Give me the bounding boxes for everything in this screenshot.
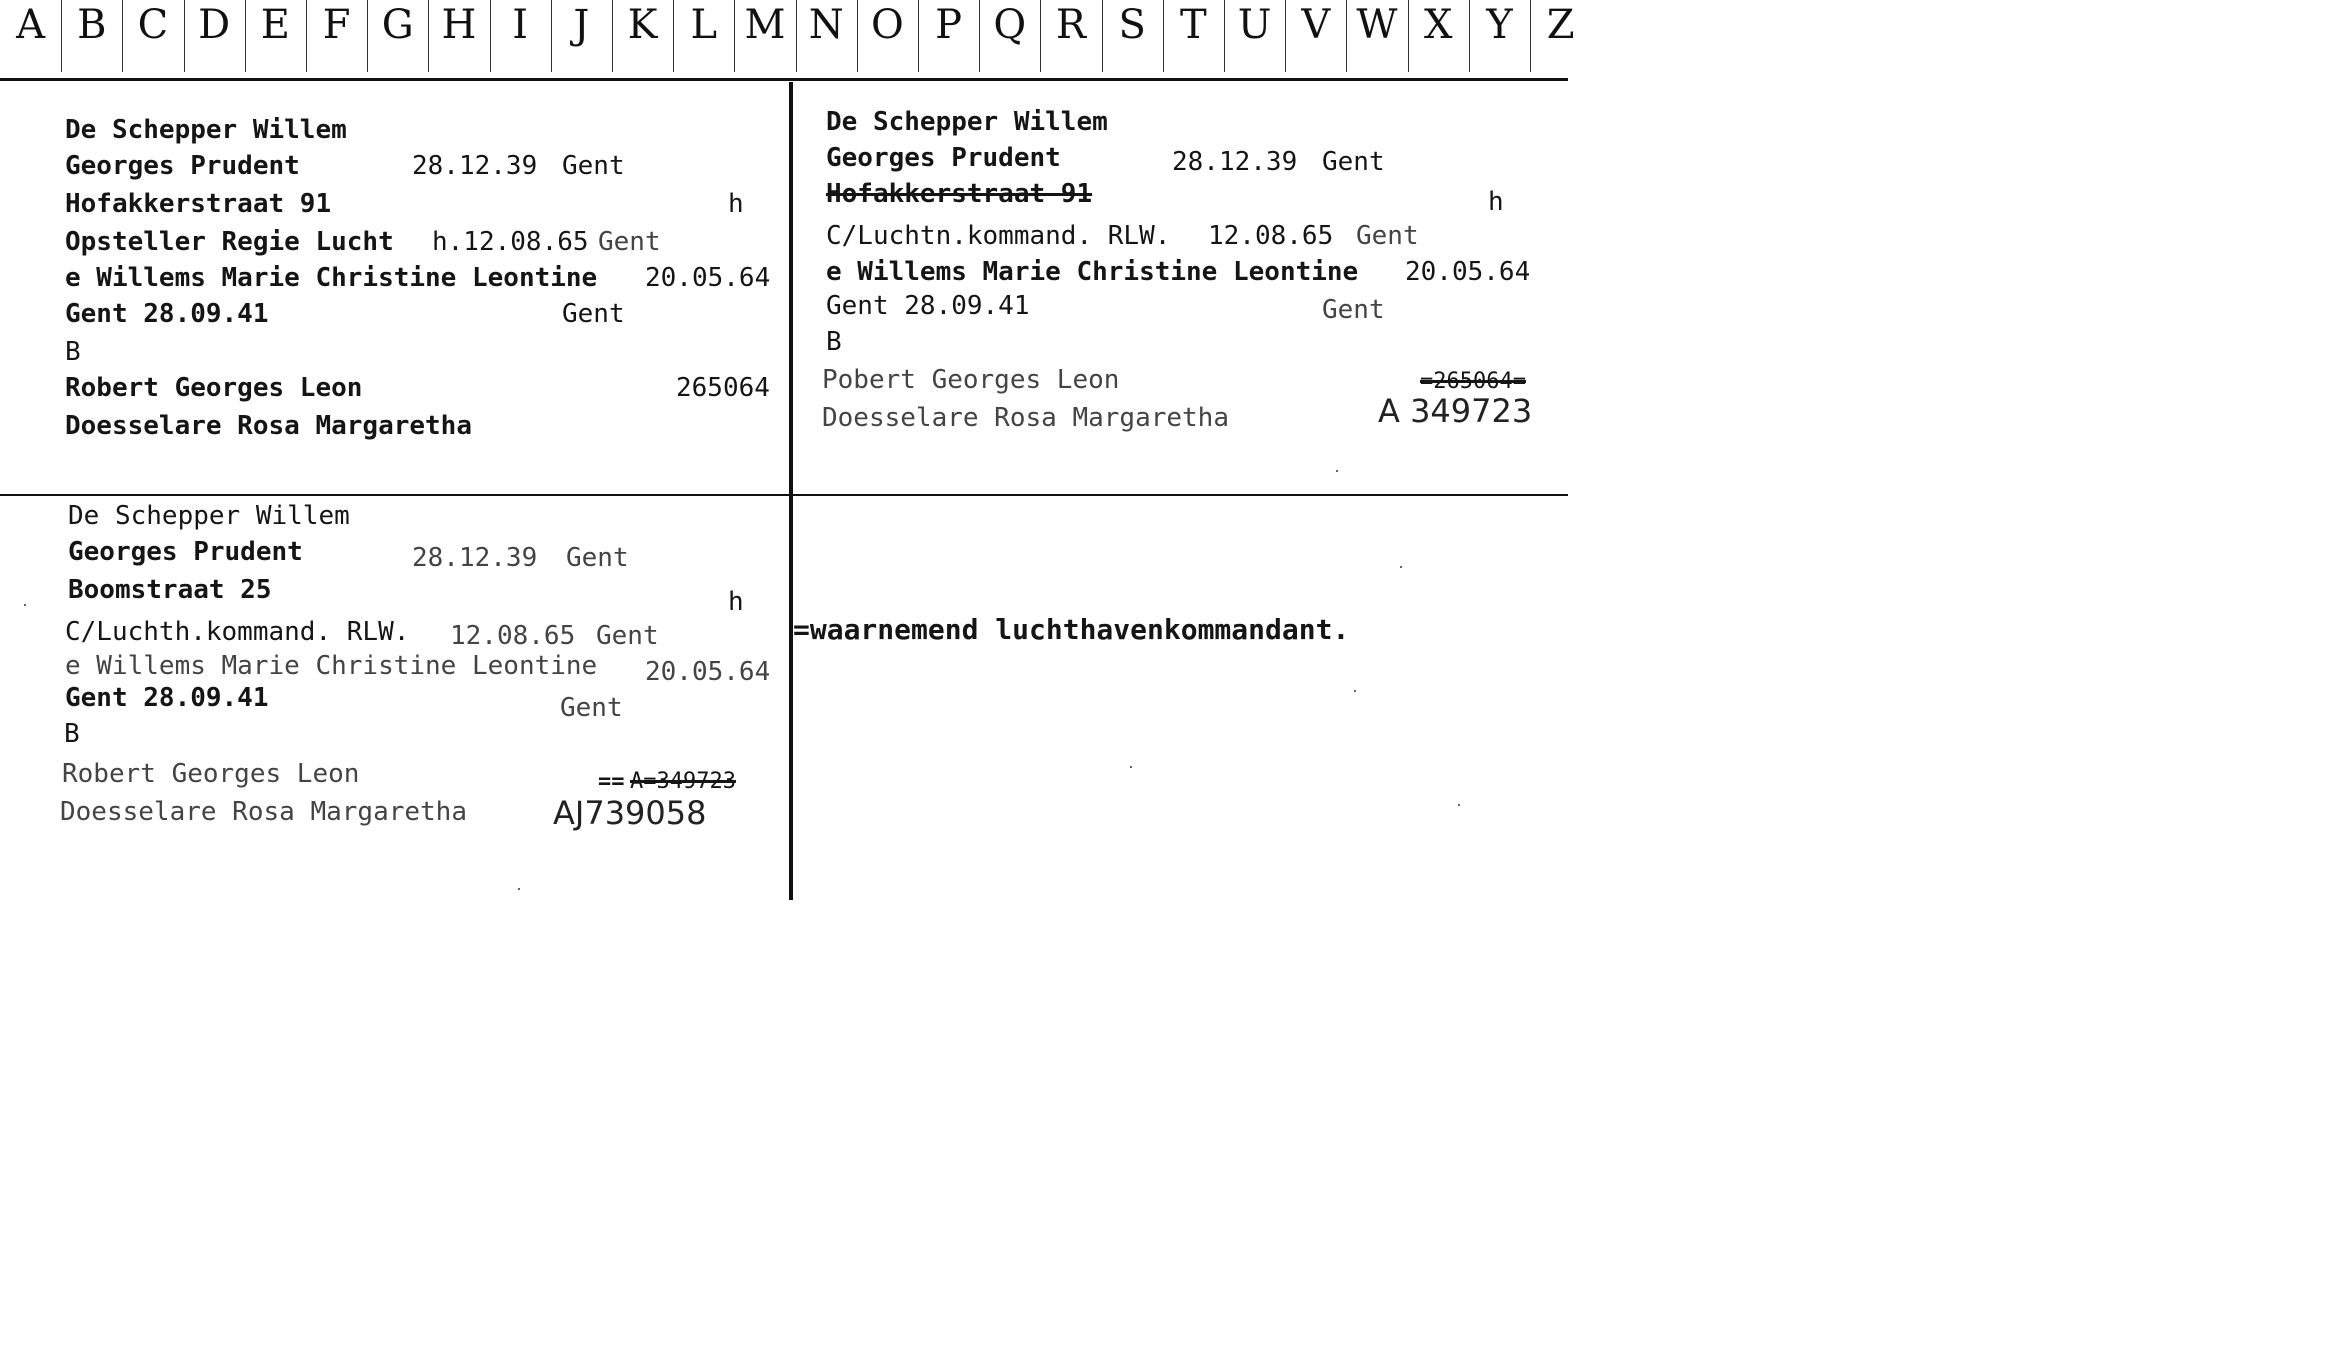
address: Boomstraat 25: [68, 575, 272, 605]
given-names: Georges Prudent: [65, 151, 300, 181]
code: B: [64, 719, 80, 749]
spouse-date: 20.05.64: [645, 263, 771, 293]
surname: De Schepper Willem: [68, 501, 350, 531]
index-letter-a: A: [16, 2, 46, 48]
father: Robert Georges Leon: [62, 759, 360, 789]
index-separator: [796, 0, 797, 72]
index-separator: [367, 0, 368, 72]
spouse-birth: Gent 28.09.41: [65, 299, 269, 329]
spouse: e Willems Marie Christine Leontine: [65, 263, 598, 293]
scan-speck: [24, 604, 26, 606]
alphabet-index-row: [0, 0, 1575, 81]
record-number-struck: =265064=: [1420, 369, 1526, 394]
given-names: Georges Prudent: [826, 143, 1061, 173]
marker: h: [728, 587, 744, 617]
scan-speck: [518, 888, 520, 890]
index-letter-u: U: [1237, 2, 1272, 48]
index-letter-e: E: [260, 2, 290, 48]
surname: De Schepper Willem: [65, 115, 347, 145]
index-letter-x: X: [1423, 2, 1453, 48]
code: B: [65, 337, 81, 367]
given-names: Georges Prudent: [68, 537, 303, 567]
index-letter-c: C: [137, 2, 169, 48]
occupation-date: 12.08.65: [1208, 221, 1334, 251]
mother: Doesselare Rosa Margaretha: [822, 403, 1229, 433]
address: Hofakkerstraat 91: [65, 189, 332, 219]
index-letter-j: J: [573, 2, 590, 48]
birth-place: Gent: [562, 151, 625, 181]
index-separator: [184, 0, 185, 72]
index-letter-k: K: [627, 2, 658, 48]
marker: h: [728, 189, 744, 219]
occupation-place: Gent: [596, 621, 659, 651]
spouse-date: 20.05.64: [645, 657, 771, 687]
index-separator: [61, 0, 62, 72]
spouse-date: 20.05.64: [1405, 257, 1531, 287]
index-letter-d: D: [198, 2, 231, 48]
occupation: C/Luchtn.kommand. RLW.: [826, 221, 1171, 251]
index-letter-f: F: [322, 2, 351, 48]
index-letter-n: N: [808, 2, 844, 48]
index-separator: [734, 0, 735, 72]
occupation: Opsteller Regie Lucht: [65, 227, 394, 257]
index-separator: [673, 0, 674, 72]
record-number-new: AJ739058: [553, 794, 707, 832]
index-letter-w: W: [1356, 2, 1398, 48]
index-separator: [1530, 0, 1531, 72]
index-separator: [1102, 0, 1103, 72]
index-separator: [245, 0, 246, 72]
index-letter-h: H: [441, 2, 477, 48]
index-letter-y: Y: [1486, 2, 1513, 48]
birth-date: 28.12.39: [1172, 147, 1298, 177]
index-letter-b: B: [77, 2, 107, 48]
birth-place: Gent: [1322, 147, 1385, 177]
occupation-place: Gent: [1356, 221, 1419, 251]
birth-place: Gent: [566, 543, 629, 573]
index-separator: [1285, 0, 1286, 72]
record-number-prefix: ==: [598, 769, 625, 794]
index-letter-p: P: [935, 2, 963, 48]
index-letter-m: M: [744, 2, 786, 48]
spouse-place: Gent: [562, 299, 625, 329]
record-number-struck: A=349723: [630, 769, 736, 794]
index-letter-l: L: [690, 2, 718, 48]
spouse: e Willems Marie Christine Leontine: [65, 651, 598, 681]
scan-speck: [1354, 690, 1356, 692]
occupation-date: h.12.08.65: [432, 227, 589, 257]
index-separator: [857, 0, 858, 72]
index-separator: [428, 0, 429, 72]
birth-date: 28.12.39: [412, 151, 538, 181]
index-separator: [1224, 0, 1225, 72]
mother: Doesselare Rosa Margaretha: [60, 797, 467, 827]
scan-speck: [1400, 566, 1402, 568]
spouse-place: Gent: [560, 693, 623, 723]
index-separator: [306, 0, 307, 72]
index-letter-v: V: [1301, 2, 1331, 48]
record-number: 265064: [676, 373, 770, 403]
record-number-new: A 349723: [1378, 392, 1533, 430]
birth-date: 28.12.39: [412, 543, 538, 573]
index-separator: [1469, 0, 1470, 72]
spouse: e Willems Marie Christine Leontine: [826, 257, 1359, 287]
index-separator: [1408, 0, 1409, 72]
index-separator: [1040, 0, 1041, 72]
address-struck: Hofakkerstraat 91: [826, 179, 1093, 209]
code: B: [826, 327, 842, 357]
occupation-date: 12.08.65: [450, 621, 576, 651]
surname: De Schepper Willem: [826, 107, 1108, 137]
index-separator: [490, 0, 491, 72]
index-separator: [122, 0, 123, 72]
scan-speck: [1336, 470, 1338, 472]
index-separator: [1346, 0, 1347, 72]
horizontal-divider-left: [0, 494, 789, 496]
occupation-place: Gent: [598, 227, 661, 257]
index-letter-q: Q: [993, 2, 1027, 48]
horizontal-divider-right: [793, 494, 1568, 496]
mother: Doesselare Rosa Margaretha: [65, 411, 472, 441]
father: Pobert Georges Leon: [822, 365, 1120, 395]
note: =waarnemend luchthavenkommandant.: [793, 613, 1350, 646]
index-letter-g: G: [381, 2, 414, 48]
spouse-birth: Gent 28.09.41: [65, 683, 269, 713]
scan-speck: [1458, 804, 1460, 806]
index-letter-o: O: [870, 2, 904, 48]
index-letter-r: R: [1055, 2, 1087, 48]
index-letter-i: I: [512, 2, 529, 48]
index-separator: [979, 0, 980, 72]
father: Robert Georges Leon: [65, 373, 363, 403]
index-letter-s: S: [1118, 2, 1146, 48]
index-separator: [551, 0, 552, 72]
index-separator: [918, 0, 919, 72]
index-letter-t: T: [1180, 2, 1207, 48]
index-letter-z: Z: [1546, 2, 1575, 48]
index-separator: [1163, 0, 1164, 72]
marker: h: [1488, 187, 1504, 217]
scan-speck: [1130, 766, 1132, 768]
index-separator: [612, 0, 613, 72]
spouse-place: Gent: [1322, 295, 1385, 325]
spouse-birth: Gent 28.09.41: [826, 291, 1030, 321]
vertical-divider: [789, 82, 793, 900]
occupation: C/Luchth.kommand. RLW.: [65, 617, 410, 647]
